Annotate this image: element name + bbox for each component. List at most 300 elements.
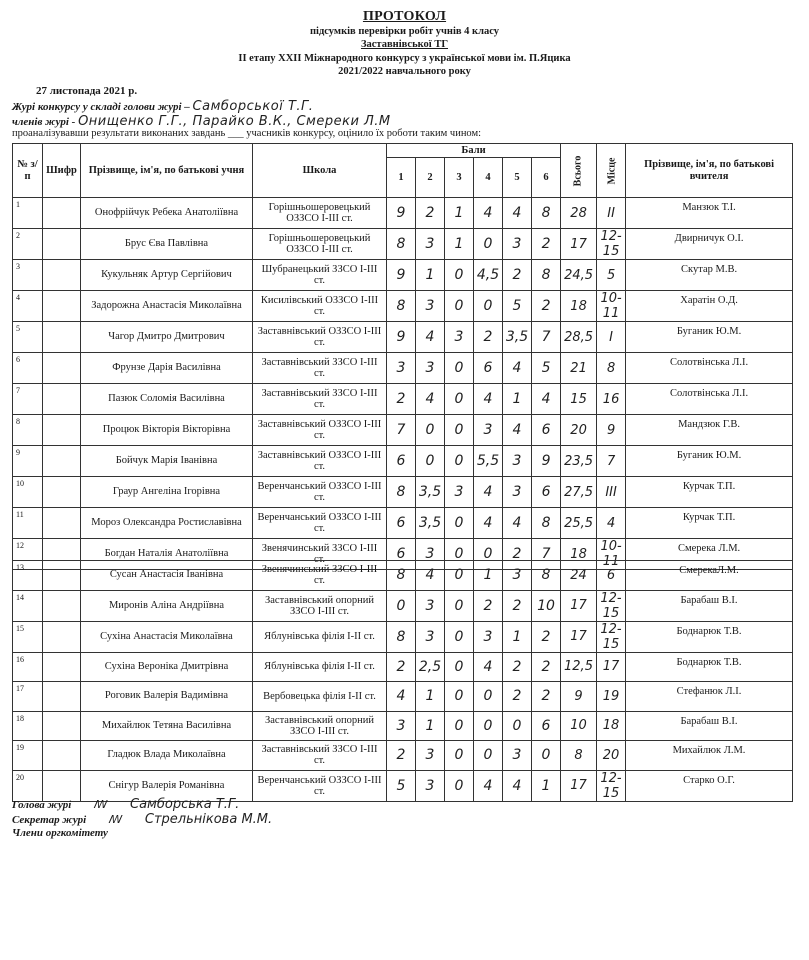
table-row bbox=[13, 508, 793, 539]
cipher-cell bbox=[43, 590, 81, 621]
signature-mark: ꟿ bbox=[108, 813, 123, 826]
results-table-part-2 bbox=[12, 560, 793, 802]
score-cell: 3 bbox=[445, 322, 474, 353]
table-row bbox=[13, 621, 793, 652]
score-cell: 3,5 bbox=[416, 477, 445, 508]
score-cell: 3 bbox=[416, 590, 445, 621]
school-name: Заставнівський ЗЗСО І-ІІІ ст. bbox=[253, 384, 387, 415]
score-cell: 8 bbox=[387, 621, 416, 652]
score-cell: 0 bbox=[445, 291, 474, 322]
score-cell: 8 bbox=[532, 508, 561, 539]
score-cell: 0 bbox=[474, 711, 503, 741]
score-cell: 6 bbox=[532, 711, 561, 741]
score-cell: 0 bbox=[503, 711, 532, 741]
score-cell: 3 bbox=[503, 446, 532, 477]
row-number: 9 bbox=[13, 446, 43, 477]
row-number: 18 bbox=[13, 711, 43, 741]
place-cell: I bbox=[597, 322, 626, 353]
total-score: 20 bbox=[561, 415, 597, 446]
score-cell: 2 bbox=[532, 621, 561, 652]
score-cell: 2 bbox=[532, 682, 561, 712]
total-score: 28 bbox=[561, 198, 597, 229]
table-row bbox=[13, 260, 793, 291]
footer-secretary bbox=[12, 812, 272, 827]
place-cell: 18 bbox=[597, 711, 626, 741]
school-name: Веренчанський ОЗЗСО І-ІІІ ст. bbox=[253, 477, 387, 508]
student-name: Снігур Валерія Романівна bbox=[81, 770, 253, 801]
school-name: Шубранецький ЗЗСО І-ІІІ ст. bbox=[253, 260, 387, 291]
cipher-cell bbox=[43, 621, 81, 652]
row-number: 6 bbox=[13, 353, 43, 384]
place-cell: 12-15 bbox=[597, 229, 626, 260]
student-name: Сусан Анастасія Іванівна bbox=[81, 561, 253, 591]
cipher-cell bbox=[43, 682, 81, 712]
teacher-name: Скутар М.В. bbox=[626, 260, 793, 291]
row-number: 12 bbox=[13, 539, 43, 570]
student-name: Задорожна Анастасія Миколаївна bbox=[81, 291, 253, 322]
score-cell: 8 bbox=[387, 477, 416, 508]
score-cell: 7 bbox=[532, 539, 561, 570]
header-line-3: II етапу XXII Міжнародного конкурсу з української мови ім. П.Яцика bbox=[238, 52, 571, 64]
table-row bbox=[13, 229, 793, 260]
row-number: 10 bbox=[13, 477, 43, 508]
score-cell: 1 bbox=[503, 621, 532, 652]
score-cell: 3 bbox=[445, 477, 474, 508]
teacher-name: Харатін О.Д. bbox=[626, 291, 793, 322]
student-name: Богдан Наталія Анатоліївна bbox=[81, 539, 253, 570]
col-header-task: 4 bbox=[474, 158, 503, 198]
table-row bbox=[13, 198, 793, 229]
row-number: 16 bbox=[13, 652, 43, 682]
score-cell: 3 bbox=[416, 741, 445, 771]
score-cell: 0 bbox=[416, 415, 445, 446]
score-cell: 4 bbox=[416, 322, 445, 353]
score-cell: 9 bbox=[387, 198, 416, 229]
row-number: 4 bbox=[13, 291, 43, 322]
score-cell: 3 bbox=[503, 561, 532, 591]
total-score: 9 bbox=[561, 682, 597, 712]
score-cell: 8 bbox=[532, 198, 561, 229]
members-label: членів журі - bbox=[12, 116, 76, 128]
col-header-place: Місце bbox=[597, 144, 626, 198]
score-cell: 0 bbox=[445, 682, 474, 712]
place-cell: 10-11 bbox=[597, 291, 626, 322]
total-score: 12,5 bbox=[561, 652, 597, 682]
table-row bbox=[13, 446, 793, 477]
score-cell: 1 bbox=[474, 561, 503, 591]
place-cell: 20 bbox=[597, 741, 626, 771]
score-cell: 3 bbox=[474, 621, 503, 652]
score-cell: 6 bbox=[474, 353, 503, 384]
score-cell: 5 bbox=[387, 770, 416, 801]
school-name: Заставнівський опорний ЗЗСО І-ІІІ ст. bbox=[253, 590, 387, 621]
table-row bbox=[13, 353, 793, 384]
analysis-line: проаналізувавши результати виконаних завдань ___ учасників конкурсу, оцінило їх роботи таким чином: bbox=[12, 128, 482, 139]
score-cell: 4 bbox=[503, 198, 532, 229]
score-cell: 4 bbox=[416, 561, 445, 591]
score-cell: 0 bbox=[474, 291, 503, 322]
score-cell: 0 bbox=[445, 508, 474, 539]
total-score: 17 bbox=[561, 590, 597, 621]
school-name: Горішньошеровецький ОЗЗСО І-ІІІ ст. bbox=[253, 229, 387, 260]
teacher-name: СмерекаЛ.М. bbox=[626, 561, 793, 591]
place-cell: 7 bbox=[597, 446, 626, 477]
document-title: ПРОТОКОЛ bbox=[362, 9, 447, 24]
student-name: Кукульняк Артур Сергійович bbox=[81, 260, 253, 291]
score-cell: 2 bbox=[532, 652, 561, 682]
score-cell: 3 bbox=[503, 741, 532, 771]
student-name: Онофрійчук Ребека Анатоліївна bbox=[81, 198, 253, 229]
total-score: 15 bbox=[561, 384, 597, 415]
score-cell: 1 bbox=[445, 198, 474, 229]
score-cell: 2 bbox=[474, 590, 503, 621]
cipher-cell bbox=[43, 229, 81, 260]
student-name: Граур Ангеліна Ігорівна bbox=[81, 477, 253, 508]
score-cell: 3 bbox=[503, 229, 532, 260]
row-number: 11 bbox=[13, 508, 43, 539]
total-score: 10 bbox=[561, 711, 597, 741]
row-number: 2 bbox=[13, 229, 43, 260]
total-score: 24 bbox=[561, 561, 597, 591]
col-header-num: № з/п bbox=[13, 144, 43, 198]
score-cell: 4 bbox=[503, 353, 532, 384]
jury-head-name: Самборської Т.Г. bbox=[192, 99, 314, 114]
cipher-cell bbox=[43, 561, 81, 591]
total-score: 24,5 bbox=[561, 260, 597, 291]
score-cell: 9 bbox=[387, 260, 416, 291]
cipher-cell bbox=[43, 741, 81, 771]
school-name: Звенячинський ЗЗСО І-ІІІ ст. bbox=[253, 539, 387, 570]
cipher-cell bbox=[43, 291, 81, 322]
col-header-task: 5 bbox=[503, 158, 532, 198]
score-cell: 4 bbox=[474, 770, 503, 801]
score-cell: 3 bbox=[474, 415, 503, 446]
school-name: Веренчанський ОЗЗСО І-ІІІ ст. bbox=[253, 508, 387, 539]
score-cell: 2 bbox=[416, 198, 445, 229]
cipher-cell bbox=[43, 322, 81, 353]
row-number: 7 bbox=[13, 384, 43, 415]
score-cell: 8 bbox=[387, 291, 416, 322]
score-cell: 3 bbox=[387, 711, 416, 741]
results-table-part-1 bbox=[12, 143, 793, 570]
total-score: 21 bbox=[561, 353, 597, 384]
head-name: Самборська Т.Г. bbox=[130, 797, 240, 812]
school-name: Веренчанський ОЗЗСО І-ІІІ ст. bbox=[253, 770, 387, 801]
footer-head bbox=[12, 797, 239, 812]
cipher-cell bbox=[43, 477, 81, 508]
score-cell: 2 bbox=[474, 322, 503, 353]
members-names: Онищенко Г.Г., Парайко В.К., Смереки Л.М bbox=[78, 114, 391, 129]
score-cell: 2 bbox=[503, 590, 532, 621]
teacher-name: Солотвінська Л.І. bbox=[626, 384, 793, 415]
place-cell: 19 bbox=[597, 682, 626, 712]
score-cell: 9 bbox=[532, 446, 561, 477]
total-score: 17 bbox=[561, 770, 597, 801]
school-name: Кисилівський ОЗЗСО І-ІІІ ст. bbox=[253, 291, 387, 322]
teacher-name: Буганик Ю.М. bbox=[626, 322, 793, 353]
score-cell: 4 bbox=[503, 415, 532, 446]
row-number: 17 bbox=[13, 682, 43, 712]
score-cell: 2,5 bbox=[416, 652, 445, 682]
score-cell: 7 bbox=[387, 415, 416, 446]
student-name: Брус Єва Павлівна bbox=[81, 229, 253, 260]
col-header-name: Прізвище, ім'я, по батькові учня bbox=[81, 144, 253, 198]
place-cell: 12-15 bbox=[597, 590, 626, 621]
teacher-name: Михайлюк Л.М. bbox=[626, 741, 793, 771]
table-row bbox=[13, 682, 793, 712]
teacher-name: Буганик Ю.М. bbox=[626, 446, 793, 477]
school-name: Заставнівський ОЗЗСО І-ІІІ ст. bbox=[253, 322, 387, 353]
cipher-cell bbox=[43, 260, 81, 291]
row-number: 8 bbox=[13, 415, 43, 446]
score-cell: 3 bbox=[503, 477, 532, 508]
head-label: Голова журі bbox=[12, 799, 72, 811]
secretary-name: Стрельнікова М.М. bbox=[144, 812, 273, 827]
score-cell: 4,5 bbox=[474, 260, 503, 291]
header-line-2: Заставнівської ТГ bbox=[360, 39, 449, 50]
total-score: 25,5 bbox=[561, 508, 597, 539]
table-row bbox=[13, 384, 793, 415]
secretary-label: Секретар журі bbox=[12, 814, 87, 826]
school-name: Звенячинський ЗЗСО І-ІІІ ст. bbox=[253, 561, 387, 591]
table-row bbox=[13, 741, 793, 771]
place-cell: III bbox=[597, 477, 626, 508]
school-name: Яблунівська філія І-ІІ ст. bbox=[253, 652, 387, 682]
score-cell: 6 bbox=[387, 539, 416, 570]
total-score: 28,5 bbox=[561, 322, 597, 353]
score-cell: 0 bbox=[445, 770, 474, 801]
score-cell: 0 bbox=[445, 652, 474, 682]
cipher-cell bbox=[43, 353, 81, 384]
teacher-name: Манзюк Т.І. bbox=[626, 198, 793, 229]
place-cell: 12-15 bbox=[597, 621, 626, 652]
score-cell: 0 bbox=[474, 741, 503, 771]
score-cell: 4 bbox=[416, 384, 445, 415]
school-name: Яблунівська філія І-ІІ ст. bbox=[253, 621, 387, 652]
score-cell: 5 bbox=[532, 353, 561, 384]
school-name: Заставнівський ЗЗСО І-ІІІ ст. bbox=[253, 353, 387, 384]
protocol-date: 27 листопада 2021 р. bbox=[36, 85, 138, 97]
score-cell: 0 bbox=[474, 682, 503, 712]
score-cell: 2 bbox=[503, 652, 532, 682]
score-cell: 2 bbox=[532, 291, 561, 322]
teacher-name: Курчак Т.П. bbox=[626, 477, 793, 508]
col-header-task: 3 bbox=[445, 158, 474, 198]
table-row bbox=[13, 415, 793, 446]
score-cell: 3 bbox=[416, 353, 445, 384]
cipher-cell bbox=[43, 198, 81, 229]
student-name: Фрунзе Дарія Василівна bbox=[81, 353, 253, 384]
score-cell: 0 bbox=[416, 446, 445, 477]
table-row bbox=[13, 291, 793, 322]
score-cell: 4 bbox=[474, 477, 503, 508]
cipher-cell bbox=[43, 415, 81, 446]
score-cell: 2 bbox=[503, 682, 532, 712]
total-score: 8 bbox=[561, 741, 597, 771]
score-cell: 5,5 bbox=[474, 446, 503, 477]
teacher-name: Двирничук О.І. bbox=[626, 229, 793, 260]
score-cell: 0 bbox=[474, 539, 503, 570]
school-name: Заставнівський ОЗЗСО І-ІІІ ст. bbox=[253, 446, 387, 477]
row-number: 3 bbox=[13, 260, 43, 291]
score-cell: 4 bbox=[503, 770, 532, 801]
score-cell: 3 bbox=[416, 621, 445, 652]
cipher-cell bbox=[43, 711, 81, 741]
score-cell: 6 bbox=[532, 477, 561, 508]
score-cell: 4 bbox=[532, 384, 561, 415]
score-cell: 3,5 bbox=[416, 508, 445, 539]
col-header-school: Школа bbox=[253, 144, 387, 198]
score-cell: 10 bbox=[532, 590, 561, 621]
total-score: 18 bbox=[561, 539, 597, 570]
signature-mark: ꟿ bbox=[94, 798, 108, 811]
place-cell: 17 bbox=[597, 652, 626, 682]
total-score: 17 bbox=[561, 621, 597, 652]
teacher-name: Мандзюк Г.В. bbox=[626, 415, 793, 446]
score-cell: 8 bbox=[532, 260, 561, 291]
total-score: 18 bbox=[561, 291, 597, 322]
score-cell: 4 bbox=[503, 508, 532, 539]
score-cell: 0 bbox=[445, 539, 474, 570]
cipher-cell bbox=[43, 446, 81, 477]
score-cell: 5 bbox=[503, 291, 532, 322]
school-name: Вербовецька філія І-ІІ ст. bbox=[253, 682, 387, 712]
student-name: Чагор Дмитро Дмитрович bbox=[81, 322, 253, 353]
score-cell: 1 bbox=[445, 229, 474, 260]
teacher-name: Курчак Т.П. bbox=[626, 508, 793, 539]
score-cell: 1 bbox=[416, 682, 445, 712]
total-score: 23,5 bbox=[561, 446, 597, 477]
score-cell: 4 bbox=[474, 508, 503, 539]
table-row bbox=[13, 590, 793, 621]
row-number: 20 bbox=[13, 770, 43, 801]
place-cell: 5 bbox=[597, 260, 626, 291]
score-cell: 0 bbox=[445, 741, 474, 771]
row-number: 1 bbox=[13, 198, 43, 229]
row-number: 5 bbox=[13, 322, 43, 353]
student-name: Миронів Аліна Андріївна bbox=[81, 590, 253, 621]
row-number: 19 bbox=[13, 741, 43, 771]
score-cell: 6 bbox=[387, 508, 416, 539]
row-number: 15 bbox=[13, 621, 43, 652]
score-cell: 4 bbox=[474, 652, 503, 682]
score-cell: 2 bbox=[387, 384, 416, 415]
cipher-cell bbox=[43, 652, 81, 682]
members-line bbox=[12, 114, 391, 129]
score-cell: 0 bbox=[387, 590, 416, 621]
score-cell: 0 bbox=[474, 229, 503, 260]
footer-committee: Члени оргкомітету bbox=[12, 827, 108, 839]
total-score: 27,5 bbox=[561, 477, 597, 508]
col-header-cipher: Шифр bbox=[43, 144, 81, 198]
score-cell: 0 bbox=[445, 353, 474, 384]
teacher-name: Барабаш В.І. bbox=[626, 711, 793, 741]
score-cell: 2 bbox=[387, 741, 416, 771]
teacher-name: Стефанюк Л.І. bbox=[626, 682, 793, 712]
score-cell: 0 bbox=[445, 446, 474, 477]
col-header-task: 1 bbox=[387, 158, 416, 198]
score-cell: 4 bbox=[474, 198, 503, 229]
score-cell: 0 bbox=[445, 711, 474, 741]
teacher-name: Старко О.Г. bbox=[626, 770, 793, 801]
score-cell: 0 bbox=[445, 590, 474, 621]
score-cell: 3,5 bbox=[503, 322, 532, 353]
school-name: Заставнівський опорний ЗЗСО І-ІІІ ст. bbox=[253, 711, 387, 741]
teacher-name: Смерека Л.М. bbox=[626, 539, 793, 570]
score-cell: 2 bbox=[503, 260, 532, 291]
score-cell: 0 bbox=[445, 260, 474, 291]
place-cell: 4 bbox=[597, 508, 626, 539]
score-cell: 8 bbox=[532, 561, 561, 591]
student-name: Михайлюк Тетяна Василівна bbox=[81, 711, 253, 741]
score-cell: 0 bbox=[445, 561, 474, 591]
school-name: Заставнівський ОЗЗСО І-ІІІ ст. bbox=[253, 415, 387, 446]
jury-line bbox=[12, 99, 313, 114]
place-cell: II bbox=[597, 198, 626, 229]
cipher-cell bbox=[43, 384, 81, 415]
teacher-name: Барабаш В.І. bbox=[626, 590, 793, 621]
score-cell: 1 bbox=[416, 711, 445, 741]
col-header-scores: Бали bbox=[387, 144, 561, 158]
score-cell: 3 bbox=[416, 229, 445, 260]
score-cell: 4 bbox=[474, 384, 503, 415]
document-header bbox=[0, 10, 809, 79]
score-cell: 0 bbox=[445, 621, 474, 652]
student-name: Бойчук Марія Іванівна bbox=[81, 446, 253, 477]
student-name: Сухіна Вероніка Дмитрівна bbox=[81, 652, 253, 682]
place-cell: 6 bbox=[597, 561, 626, 591]
place-cell: 9 bbox=[597, 415, 626, 446]
score-cell: 4 bbox=[387, 682, 416, 712]
score-cell: 3 bbox=[416, 291, 445, 322]
score-cell: 9 bbox=[387, 322, 416, 353]
score-cell: 3 bbox=[416, 539, 445, 570]
score-cell: 2 bbox=[532, 229, 561, 260]
score-cell: 8 bbox=[387, 561, 416, 591]
score-cell: 1 bbox=[503, 384, 532, 415]
student-name: Мороз Олександра Ростиславівна bbox=[81, 508, 253, 539]
student-name: Гладюк Влада Миколаївна bbox=[81, 741, 253, 771]
col-header-task: 2 bbox=[416, 158, 445, 198]
score-cell: 0 bbox=[445, 384, 474, 415]
school-name: Горішньошеровецький ОЗЗСО І-ІІІ ст. bbox=[253, 198, 387, 229]
table-row bbox=[13, 322, 793, 353]
teacher-name: Солотвінська Л.І. bbox=[626, 353, 793, 384]
col-header-total: Всього bbox=[561, 144, 597, 198]
table-row bbox=[13, 652, 793, 682]
col-header-task: 6 bbox=[532, 158, 561, 198]
score-cell: 3 bbox=[387, 353, 416, 384]
place-cell: 12-15 bbox=[597, 770, 626, 801]
table-row bbox=[13, 711, 793, 741]
place-cell: 8 bbox=[597, 353, 626, 384]
student-name: Процюк Вікторія Вікторівна bbox=[81, 415, 253, 446]
row-number: 13 bbox=[13, 561, 43, 591]
score-cell: 3 bbox=[416, 770, 445, 801]
header-line-1: підсумків перевірки робіт учнів 4 класу bbox=[310, 25, 499, 37]
student-name: Сухіна Анастасія Миколаївна bbox=[81, 621, 253, 652]
score-cell: 1 bbox=[532, 770, 561, 801]
score-cell: 0 bbox=[532, 741, 561, 771]
place-cell: 16 bbox=[597, 384, 626, 415]
score-cell: 1 bbox=[416, 260, 445, 291]
score-cell: 6 bbox=[532, 415, 561, 446]
row-number: 14 bbox=[13, 590, 43, 621]
score-cell: 2 bbox=[387, 652, 416, 682]
score-cell: 2 bbox=[503, 539, 532, 570]
jury-label: Журі конкурсу у складі голови журі – bbox=[12, 101, 190, 113]
score-cell: 7 bbox=[532, 322, 561, 353]
